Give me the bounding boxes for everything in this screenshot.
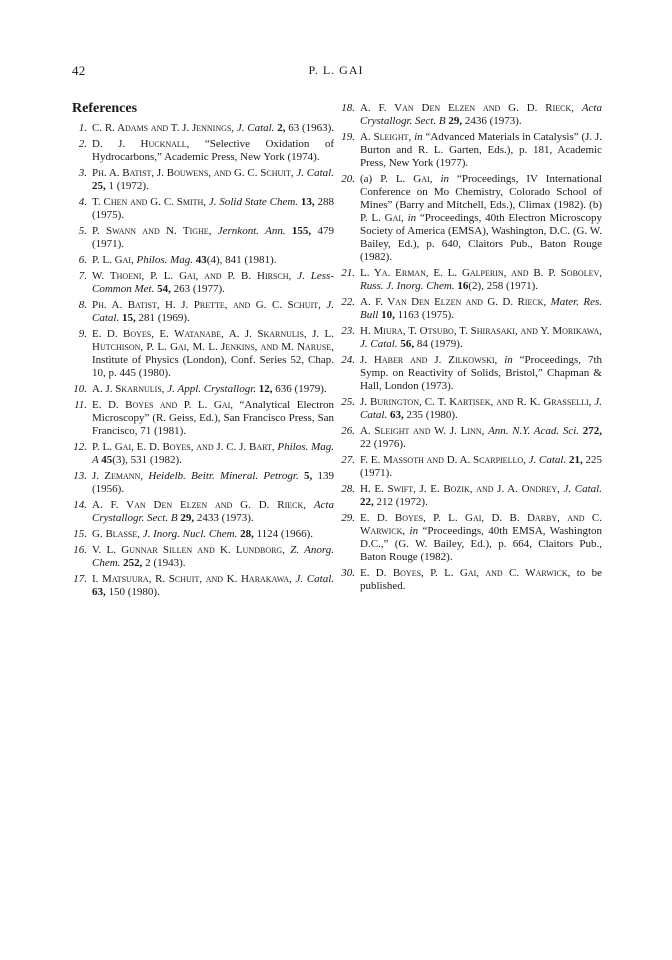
reference-text-part: T. Chen and G. C. Smith, [92, 196, 209, 208]
reference-text-part: 1 (1972). [105, 180, 149, 192]
reference-text-part: 150 (1980). [105, 586, 160, 598]
reference-text-part: A. F. Van Den Elzen and G. D. Rieck, [360, 102, 582, 114]
reference-text-part: G. Blasse, [92, 528, 143, 540]
reference-item [72, 470, 334, 496]
reference-text-part: P. L. Gai, E. D. Boyes, and J. C. J. Bart, [92, 441, 278, 453]
reference-text-part: (3), 531 (1982). [112, 454, 182, 466]
reference-item [340, 131, 602, 170]
reference-text-part: 16 [457, 280, 469, 292]
reference-text-part: D. J. Hucknall, [92, 138, 205, 150]
reference-text-part: 22, [360, 496, 374, 508]
reference-number: 5. [78, 225, 87, 237]
reference-number: 7. [78, 270, 87, 282]
reference-text-part: P. L. Gai, [360, 212, 408, 224]
reference-text-part: 54, [157, 283, 171, 295]
reference-item [340, 483, 602, 509]
reference-text-part: I. Matsuura, R. Schuit, and K. Harakawa, [92, 573, 296, 585]
reference-number: 8. [78, 299, 87, 311]
reference-text-part: 56, [400, 338, 415, 350]
reference-text-part: 155, [291, 225, 312, 237]
reference-text-part: Ph. A. Batist, J. Bouwens, and G. C. Schuit, [92, 167, 297, 179]
reference-item [72, 528, 334, 541]
reference-text-part: J. Catal. [296, 167, 334, 179]
reference-number: 30. [341, 567, 355, 579]
reference-text-part: (2), 258 (1971). [468, 280, 539, 292]
reference-text-part: A. J. Skarnulis, [92, 383, 168, 395]
reference-number: 6. [78, 254, 87, 266]
reference-text-part: P. L. Gai, [92, 254, 137, 266]
reference-number: 21. [341, 267, 355, 279]
reference-item [340, 454, 602, 480]
reference-text-part: J. Appl. Crystallogr. [167, 383, 259, 395]
page-number: 42 [72, 63, 86, 78]
reference-text-part: “Advanced Materials in Catalysis” (J. J. Burton and R. L. Garten, Eds.), p. 181, Academic Press, New York (1977). [360, 131, 602, 169]
reference-item [340, 567, 602, 593]
reference-text-part: “Selective Oxidation of Hydrocarbons,” Academic Press, New York (1974). [92, 138, 334, 163]
reference-text-part: J. Solid State Chem. [208, 196, 301, 208]
reference-text-part: (4), 841 (1981). [206, 254, 277, 266]
reference-text-part: F. E. Massoth and D. A. Scarpiello, [360, 454, 529, 466]
reference-text-part: 22 (1976). [360, 438, 406, 450]
reference-text-part: 479 (1971). [92, 225, 334, 250]
reference-item [72, 399, 334, 438]
reference-text-part: to be published. [360, 567, 602, 592]
reference-text-part: C. R. Adams and T. J. Jennings, [92, 122, 237, 134]
reference-list-left [72, 122, 334, 599]
reference-text-part: Ann. N.Y. Acad. Sci. [488, 425, 583, 437]
reference-text-part: Philos. Mag. A [92, 441, 334, 466]
reference-number: 11. [74, 399, 87, 411]
reference-text-part: 1163 (1975). [394, 309, 455, 321]
reference-number: 15. [73, 528, 87, 540]
reference-number: 2. [78, 138, 87, 150]
reference-item [72, 225, 334, 251]
reference-text-part: 84 (1979). [414, 338, 463, 350]
reference-text-part: Philos. Mag. [136, 254, 196, 266]
reference-text-part: 15, [121, 312, 136, 324]
reference-item [72, 328, 334, 380]
reference-text-part: Jernkont. Ann. [217, 225, 292, 237]
reference-number: 14. [73, 499, 87, 511]
reference-text-part: A. F. Van Den Elzen and G. D. Rieck, [360, 296, 551, 308]
reference-number: 28. [341, 483, 355, 495]
reference-text-part: 29, [448, 115, 463, 127]
reference-number: 9. [78, 328, 87, 340]
reference-text-part: (a) [360, 173, 381, 185]
reference-text-part: 12, [258, 383, 273, 395]
section-title: References [72, 101, 138, 116]
reference-item [72, 122, 334, 135]
reference-item [72, 383, 334, 396]
reference-text-part: 5, [303, 470, 313, 482]
reference-text-part: “Proceedings, 7th Symp. on Reactivity of Solids, Bristol,” Chapman & Hall, London (1973). [360, 354, 603, 392]
reference-text-part: in [504, 354, 520, 366]
reference-text-part: W. Thoeni, P. L. Gai, and P. B. Hirsch, [92, 270, 298, 282]
reference-text-part: J. Catal. [295, 573, 334, 585]
reference-item [72, 441, 334, 467]
reference-text-part: 63, [92, 586, 106, 598]
reference-text-part: 263 (1977). [170, 283, 225, 295]
reference-text-part: J. Burington, C. T. Kartisek, and R. K. Grasselli, [360, 396, 595, 408]
reference-item [340, 102, 602, 128]
reference-text-part: J. Catal. [360, 338, 401, 350]
reference-text-part: 63 (1963). [285, 122, 335, 134]
reference-text-part: 21, [569, 454, 583, 466]
reference-text-part: A. Sleight and W. J. Linn, [360, 425, 489, 437]
reference-text-part: A. F. Van Den Elzen and G. D. Rieck, [92, 499, 314, 511]
reference-number: 29. [341, 512, 355, 524]
reference-text-part: H. E. Swift, J. E. Bozik, and J. A. Ondrey, [360, 483, 564, 495]
reference-text-part: in [409, 525, 423, 537]
reference-text-part: 2433 (1973). [194, 512, 254, 524]
reference-text-part: Acta Crystallogr. Sect. B [360, 102, 602, 127]
reference-text-part: 636 (1979). [272, 383, 327, 395]
references-column-left [72, 100, 334, 602]
reference-text-part: 139 (1956). [92, 470, 334, 495]
reference-text-part: J. Catal. [528, 454, 569, 466]
reference-number: 4. [78, 196, 87, 208]
reference-text-part: Z. Anorg. Chem. [92, 544, 334, 569]
reference-text-part: Mater. Res. Bull [360, 296, 602, 321]
reference-number: 17. [73, 573, 87, 585]
reference-text-part: J. Catal. [563, 483, 602, 495]
reference-text-part: 10, [381, 309, 395, 321]
reference-number: 3. [78, 167, 87, 179]
reference-number: 26. [341, 425, 355, 437]
reference-item [72, 196, 334, 222]
reference-text-part: 288 (1975). [92, 196, 334, 221]
reference-item [72, 254, 334, 267]
reference-text-part: 272, [582, 425, 602, 437]
reference-item [72, 573, 334, 599]
reference-text-part: P. Swann and N. Tighe, [92, 225, 218, 237]
reference-text-part: A. Sleight, [360, 131, 415, 143]
reference-text-part: 1124 (1966). [253, 528, 314, 540]
reference-item [340, 325, 602, 351]
reference-text-part: “Analytical Electron Microscopy” (R. Geiss, Ed.), San Francisco Press, San Francisco, 71 (1981). [92, 399, 334, 437]
reference-item [72, 499, 334, 525]
reference-text-part: 28, [240, 528, 254, 540]
reference-text-part: E. D. Boyes, P. L. Gai, D. B. Darby, and C. Warwick, [360, 512, 602, 537]
reference-text-part: 212 (1972). [373, 496, 428, 508]
reference-number: 13. [73, 470, 87, 482]
reference-text-part: in [407, 212, 420, 224]
reference-text-part: V. L. Gunnar Sillen and K. Lundborg, [92, 544, 291, 556]
reference-item [340, 512, 602, 564]
reference-number: 20. [341, 173, 355, 185]
reference-text-part: Russ. J. Inorg. Chem. [360, 280, 458, 292]
reference-number: 22. [341, 296, 355, 308]
reference-text-part: 45 [101, 454, 113, 466]
reference-text-part: 252, [123, 557, 143, 569]
reference-text-part: L. Ya. Erman, E. L. Galperin, and B. P. Sobolev, [360, 267, 602, 279]
reference-text-part: “Proceedings, 40th Electron Microscopy Society of America (EMSA), Washington, D.C. (G. W. Bailey, Ed.), p. 640, Claitors Pub., Baton Rouge (1982). [360, 212, 602, 263]
reference-item [72, 544, 334, 570]
reference-text-part: 2 (1943). [142, 557, 186, 569]
reference-number: 12. [73, 441, 87, 453]
reference-text-part: J. Catal. [92, 299, 334, 324]
reference-item [340, 296, 602, 322]
reference-item [340, 425, 602, 451]
reference-item [340, 354, 602, 393]
reference-number: 16. [73, 544, 87, 556]
reference-number: 25. [341, 396, 355, 408]
reference-number: 27. [341, 454, 355, 466]
reference-text-part: 29, [180, 512, 195, 524]
reference-item [340, 396, 602, 422]
reference-item [340, 173, 602, 264]
reference-text-part: J. Inorg. Nucl. Chem. [142, 528, 241, 540]
reference-number: 10. [73, 383, 87, 395]
reference-text-part: Institute of Physics (London), Conf. Series 52, Chap. 10, p. 445 (1980). [92, 354, 334, 379]
reference-text-part: E. D. Boyes, E. Watanabe, A. J. Skarnulis, J. L. Hutchison, P. L. Gai, M. L. Jenkins, and M. Naruse, [92, 328, 334, 353]
running-head: P. L. GAI [308, 63, 364, 77]
reference-text-part: in [414, 131, 426, 143]
reference-text-part: 225 (1971). [360, 454, 603, 479]
reference-text-part: 2, [277, 122, 286, 134]
reference-text-part: 13, [300, 196, 315, 208]
reference-text-part: J. Catal. [360, 396, 602, 421]
reference-number: 24. [341, 354, 355, 366]
reference-item [72, 270, 334, 296]
reference-item [72, 138, 334, 164]
reference-text-part: J. Zemann, [92, 470, 149, 482]
reference-number: 1. [78, 122, 87, 134]
reference-list-right [340, 102, 602, 593]
reference-text-part: H. Miura, T. Otsubo, T. Shirasaki, and Y. Morikawa, [360, 325, 602, 337]
reference-text-part: 25, [92, 180, 106, 192]
reference-number: 18. [341, 102, 355, 114]
reference-text-part: J. Catal. [236, 122, 278, 134]
reference-text-part: J. Haber and J. Zilkowski, [360, 354, 505, 366]
reference-text-part: 2436 (1973). [462, 115, 522, 127]
reference-text-part: J. Less-Common Met. [92, 270, 335, 295]
reference-item [72, 167, 334, 193]
reference-text-part: Acta Crystallogr. Sect. B [92, 499, 334, 524]
reference-number: 19. [341, 131, 355, 143]
reference-text-part: Ph. A. Batist, H. J. Prette, and G. C. Schuit, [92, 299, 327, 311]
reference-text-part: 281 (1969). [135, 312, 190, 324]
reference-text-part: 235 (1980). [403, 409, 458, 421]
reference-text-part: E. D. Boyes, P. L. Gai, and C. Warwick, [360, 567, 577, 579]
reference-text-part: “Proceedings, IV International Conference on Mo Chemistry, Colorado School of Mines” (Barry and Mitchell, Eds.), Climax (1982). (b) [360, 173, 602, 211]
reference-item [72, 299, 334, 325]
reference-text-part: P. L. Gai, [380, 173, 441, 185]
reference-text-part: Heidelb. Beitr. Mineral. Petrogr. [148, 470, 304, 482]
reference-number: 23. [341, 325, 355, 337]
reference-text-part: 43 [195, 254, 207, 266]
reference-text-part: E. D. Boyes and P. L. Gai, [92, 399, 240, 411]
reference-item [340, 267, 602, 293]
reference-text-part: in [440, 173, 457, 185]
references-column-right [340, 102, 602, 596]
reference-text-part: “Proceedings, 40th EMSA, Washington D.C.,” (G. W. Bailey, Ed.), p. 664, Claitors Pub., Baton Rouge (1982). [360, 525, 602, 563]
reference-text-part: 63, [389, 409, 404, 421]
